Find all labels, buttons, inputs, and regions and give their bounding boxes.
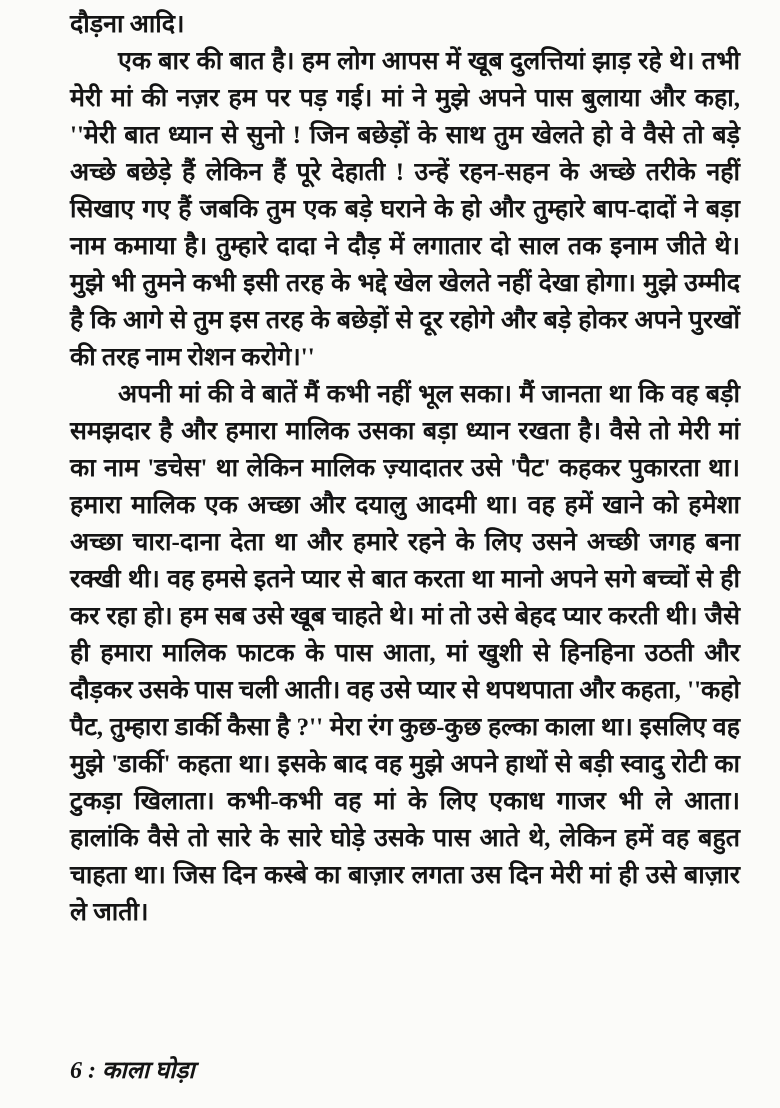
paragraph-2: अपनी मां की वे बातें मैं कभी नहीं भूल सका। मैं जानता था कि वह बड़ी समझदार है और हमारा मालिक उसका बड़ा ध्यान रखता है। वैसे तो मेरी मां का नाम 'डचेस' था लेकिन मालिक ज़्यादातर उसे 'पैट' कहकर पुकारता था। हमारा मालिक एक अच्छा और दयालु आदमी था। वह हमें खाने को हमेशा अच्छा चारा-दाना देता था और हमारे रहने के लिए उसने अच्छी जगह बना रक्खी थी। वह हमसे इतने प्यार से बात करता था मानो अपने सगे बच्चों से ही कर रहा हो। हम सब उसे खूब चाहते थे। मां तो उसे बेहद प्यार करती थी। जैसे ही हमारा मालिक फाटक के पास आता, मां खुशी से हिनहिना उठती और दौड़कर उसके पास चली आती। वह उसे प्यार से थपथपाता और कहता, ''कहो पैट, तुम्हारा डार्की कैसा है ?'' मेरा रंग कुछ-कुछ हल्का काला था। इसलिए वह मुझे 'डार्की' कहता था। इसके बाद वह मुझे अपने हाथों से बड़ी स्वादु रोटी का टुकड़ा खिलाता। कभी-कभी वह मां के लिए एकाध गाजर भी ले आता। हालांकि वैसे तो सारे के सारे घोड़े उसके पास आते थे, लेकिन हमें वह बहुत चाहता था। जिस दिन कस्बे का बाज़ार लगता उस दिन मेरी मां ही उसे बाज़ार ले जाती।	[70, 381, 740, 926]
paragraph-1: एक बार की बात है। हम लोग आपस में खूब दुलत्तियां झाड़ रहे थे। तभी मेरी मां की नज़र हम पर पड़ गई। मां ने मुझे अपने पास बुलाया और कहा, ''मेरी बात ध्यान से सुनो ! जिन बछेड़ों के साथ तुम खेलते हो वे वैसे तो बड़े अच्छे बछेड़े हैं लेकिन हैं पूरे देहाती ! उन्हें रहन-सहन के अच्छे तरीके नहीं सिखाए गए हैं जबकि तुम एक बड़े घराने के हो और तुम्हारे बाप-दादों ने बड़ा नाम कमाया है। तुम्हारे दादा ने दौड़ में लगातार दो साल तक इनाम जीते थे। मुझे भी तुमने कभी इसी तरह के भद्दे खेल खेलते नहीं देखा होगा। मुझे उम्मीद है कि आगे से तुम इस तरह के बछेड़ों से दूर रहोगे और बड़े होकर अपने पुरखों की तरह नाम रोशन करोगे।''	[70, 48, 740, 371]
paragraph-continuation-line: दौड़ना आदि।	[70, 11, 185, 38]
page-footer: 6 : काला घोड़ा	[70, 1058, 195, 1084]
